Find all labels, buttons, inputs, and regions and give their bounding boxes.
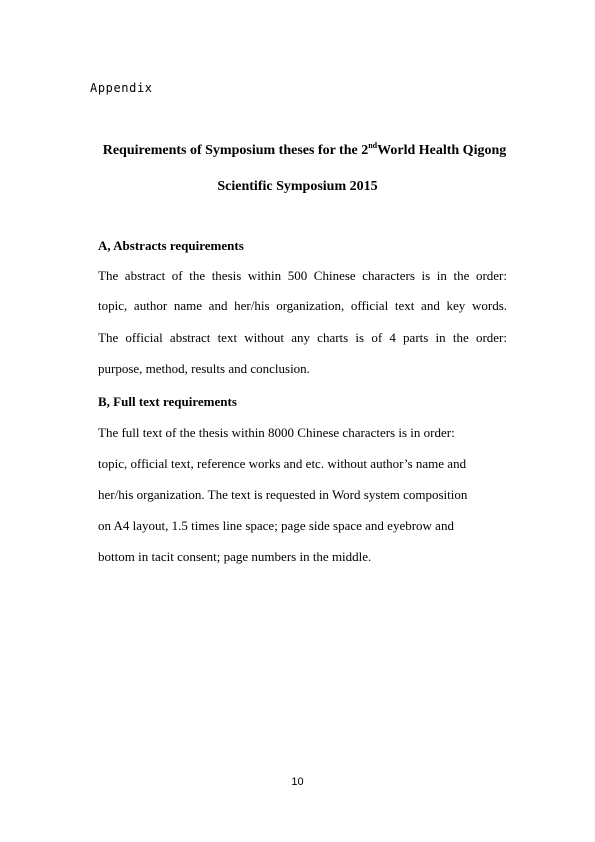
section-b-line-4: on A4 layout, 1.5 times line space; page side space and eyebrow and [98, 518, 454, 533]
section-a-line-3: The official abstract text without any charts is of 4 parts in the order: [98, 330, 507, 345]
section-a-heading: A, Abstracts requirements [98, 238, 244, 253]
title-ordinal-superscript: nd [368, 141, 378, 150]
document-title-line-1 [0, 142, 595, 160]
title-text-part-2: World Health Qigong [377, 143, 507, 158]
page-number: 10 [291, 776, 304, 788]
section-a-line-4: purpose, method, results and conclusion. [98, 361, 310, 376]
document-title-line-2: Scientific Symposium 2015 [217, 179, 378, 194]
section-b-heading: B, Full text requirements [98, 394, 237, 409]
section-a-line-1: The abstract of the thesis within 500 Chinese characters is in the order: [98, 268, 507, 283]
section-a-line-2: topic, author name and her/his organization, official text and key words. [98, 298, 507, 313]
section-b-line-2: topic, official text, reference works and etc. without author’s name and [98, 456, 467, 471]
title-text-part-1: Requirements of Symposium theses for the 2 [102, 143, 369, 158]
appendix-label: Appendix [90, 81, 153, 95]
section-b-line-1: The full text of the thesis within 8000 Chinese characters is in order: [98, 425, 455, 440]
section-b-line-3: her/his organization. The text is requested in Word system composition [98, 487, 468, 502]
section-b-line-5: bottom in tacit consent; page numbers in the middle. [98, 549, 372, 564]
